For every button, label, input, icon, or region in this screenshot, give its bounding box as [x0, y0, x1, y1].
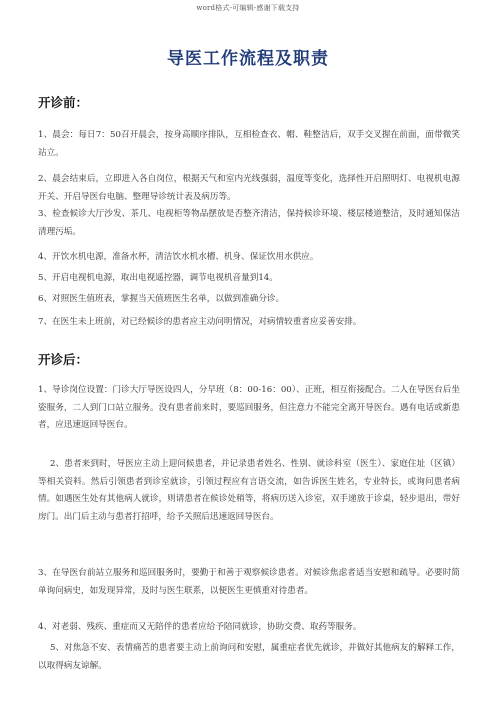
paragraph-before-5: 5、开启电视机电源，取出电视遥控器，调节电视机音量到14。 — [38, 273, 278, 283]
page-title: 导医工作流程及职责 — [167, 49, 329, 69]
paragraph-before-4: 4、开饮水机电源，准备水杯，清洁饮水机水槽、机身、保证饮用水供应。 — [38, 252, 319, 262]
paragraph-before-3: 3、检查候诊大厅沙发、茶几、电视柜等物品摆放是否整齐清洁，保持候诊环境、楼层楼道整洁，及时通知保洁清理污垢。 — [38, 209, 460, 237]
section-heading-before: 开诊前： — [38, 95, 89, 110]
paragraph-after-1: 1、导诊岗位设置：门诊大厅导医设四人，分早班（8：00-16：00）、正班，相互衔接配合。二人在导医台后坐姿服务，二人到门口站立服务。没有患者前来时，要巡回服务，但注意力不能完全离开导医台。遇有电话或新患者，应迅速返回导医台。 — [38, 385, 460, 430]
paragraph-after-4: 4、对老弱、残疾、重症而又无陪伴的患者应给予陪同就诊，协助交费、取药等服务。 — [38, 622, 362, 632]
paragraph-after-5: 5、对焦急不安、表情痛苦的患者要主动上前询问和安慰，属重症者优先就诊，并做好其他病友的解释工作，以取得病友谅解。 — [38, 643, 460, 671]
paragraph-before-6: 6、对照医生值班表，掌握当天值班医生名单，以做到准确分诊。 — [38, 294, 285, 304]
paragraph-after-3: 3、在导医台前站立服务和巡回服务时，要勤于和善于观察候诊患者。对候诊焦虑者适当安慰和疏导。必要时简单询问病史，如发现异常，及时与医生联系，以便医生更慎重对待患者。 — [38, 568, 460, 596]
header-note: word格式-可编辑-感谢下载支持 — [196, 4, 300, 12]
paragraph-after-2: 2、患者来到时，导医应主动上迎问候患者，并记录患者姓名、性别、就诊科室（医生）、家庭住址（区镇）等相关资料。然后引领患者到诊室就诊，引领过程应有言语交流，如告诉医生姓名，专业特长，或询问患者病情。如遇医生处有其他病人就诊，则请患者在候诊处稍等，将病历送入诊室，双手递放于诊桌，轻步退出，带好房门。出门后主动与患者打招呼，给予关照后迅速返回导医台。 — [38, 459, 460, 522]
section-heading-after: 开诊后： — [38, 352, 89, 367]
paragraph-before-2: 2、晨会结束后，立即进入各自岗位，根据天气和室内光线强弱，温度等变化，选择性开启照明灯、电视机电源开关、开启导医台电脑、整理导诊统计表及病历等。 — [38, 174, 460, 202]
paragraph-before-1: 1、晨会：每日7：50召开晨会，按身高顺序排队，互相检查衣、帽、鞋整洁后，双手交叉握在前面，面带微笑站立。 — [38, 130, 460, 158]
paragraph-before-7: 7、在医生未上班前，对已经候诊的患者应主动问明情况，对病情较重者应妥善安排。 — [38, 317, 362, 327]
